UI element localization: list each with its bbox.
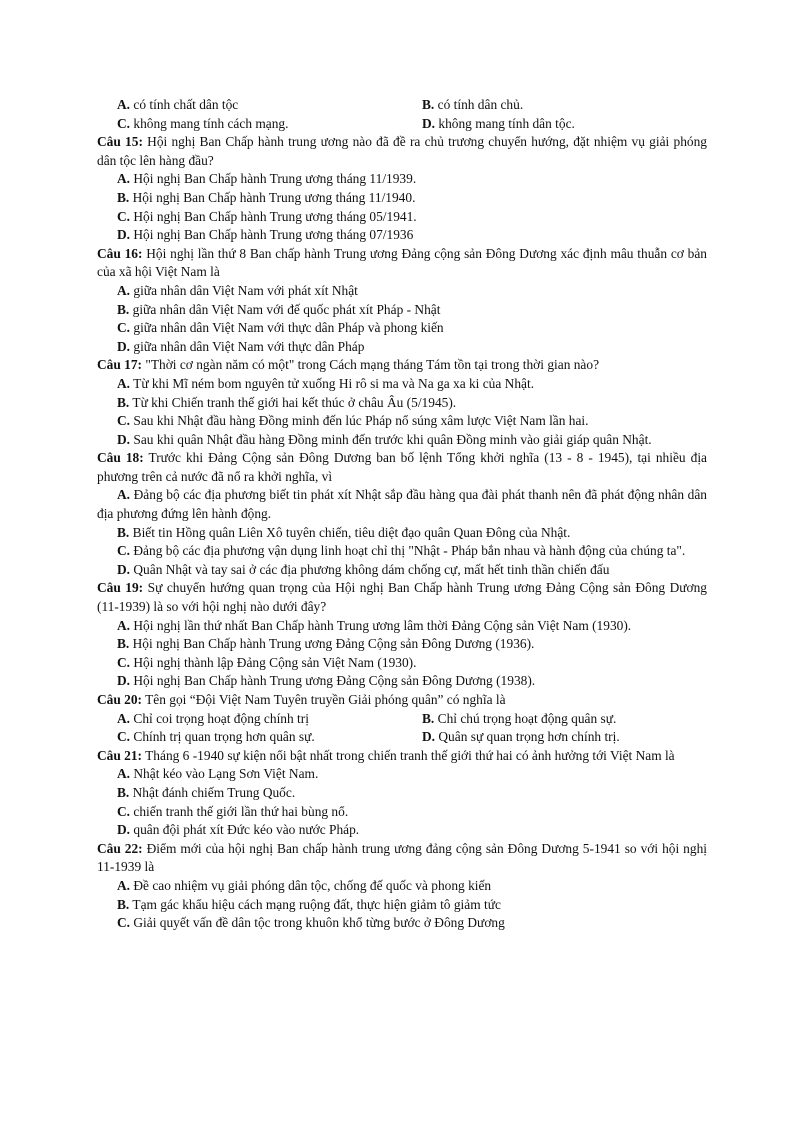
question-20: Câu 20: Tên gọi “Đội Việt Nam Tuyên truyền Giải phóng quân” có nghĩa là [97,692,506,707]
option-d: D. không mang tính dân tộc. [422,115,575,131]
question-21: Câu 21: Tháng 6 -1940 sự kiện nổi bật nhất trong chiến tranh thế giới thứ hai có ảnh hưởng tới Việt Nam là [97,747,675,763]
q18-option-b: B. Biết tin Hồng quân Liên Xô tuyên chiến, tiêu diệt đạo quân Quan Đông của Nhật. [117,524,571,540]
option-b: B. có tính dân chủ. [422,97,524,112]
q15-option-c: C. Hội nghị Ban Chấp hành Trung ương tháng 05/1941. [117,208,417,224]
q19-option-b: B. Hội nghị Ban Chấp hành Trung ương Đảng Cộng sản Đông Dương (1936). [117,636,535,652]
q21-option-a: A. Nhật kéo vào Lạng Sơn Việt Nam. [117,766,319,782]
q15-option-d: D. Hội nghị Ban Chấp hành Trung ương tháng 07/1936 [117,227,414,243]
q19-option-d: D. Hội nghị Ban Chấp hành Trung ương Đảng Cộng sản Đông Dương (1938). [117,673,536,689]
q22-option-c: C. Giải quyết vấn đề dân tộc trong khuôn khổ từng bước ở Đông Dương [117,915,505,931]
question-18: Câu 18: Trước khi Đảng Cộng sản Đông Dương ban bố lệnh Tổng khởi nghĩa (13 - 8 - 1945), tại nhiều địa phương trên cả nước đã nổ ra khởi nghĩa, vì [97,450,707,484]
q15-option-a: A. Hội nghị Ban Chấp hành Trung ương tháng 11/1939. [117,171,417,187]
q20-option-a: A. Chỉ coi trọng hoạt động chính trị [117,710,309,726]
q20-option-b: B. Chỉ chú trọng hoạt động quân sự. [422,710,617,726]
q16-option-b: B. giữa nhân dân Việt Nam với đế quốc phát xít Pháp - Nhật [117,301,441,317]
q16-option-d: D. giữa nhân dân Việt Nam với thực dân Pháp [117,338,365,354]
q21-option-d: D. quân đội phát xít Đức kéo vào nước Pháp. [117,822,360,838]
q16-option-c: C. giữa nhân dân Việt Nam với thực dân Pháp và phong kiến [117,320,444,336]
top-options-row-2 [97,115,707,134]
q17-option-a: A. Từ khi Mĩ ném bom nguyên tử xuống Hi rô si ma và Na ga xa ki của Nhật. [117,375,535,391]
q18-option-a: A. Đảng bộ các địa phương biết tin phát xít Nhật sắp đầu hàng qua đài phát thanh nên đã phát động nhân dân địa phương đứng lên hành động. [97,487,707,522]
q21-option-b: B. Nhật đánh chiếm Trung Quốc. [117,784,296,800]
q18-option-c: C. Đảng bộ các địa phương vận dụng linh hoạt chỉ thị "Nhật - Pháp bắn nhau và hành động của chúng ta". [117,543,686,559]
option-a: A. có tính chất dân tộc [117,97,239,112]
top-options-row-1 [97,96,707,115]
q19-option-a: A. Hội nghị lần thứ nhất Ban Chấp hành Trung ương lâm thời Đảng Cộng sản Việt Nam (1930). [117,617,632,633]
question-15: Câu 15: Hội nghị Ban Chấp hành trung ương nào đã đề ra chủ trương chuyển hướng, đặt nhiệm vụ giải phóng dân tộc lên hàng đầu? [97,134,707,168]
q20-option-c: C. Chính trị quan trọng hơn quân sự. [117,729,315,745]
question-16: Câu 16: Hội nghị lần thứ 8 Ban chấp hành Trung ương Đảng cộng sản Đông Dương xác định mâu thuẫn cơ bản của xã hội Việt Nam là [97,245,707,280]
question-17: Câu 17: "Thời cơ ngàn năm có một" trong Cách mạng tháng Tám tồn tại trong thời gian nào? [97,357,600,373]
question-19: Câu 19: Sự chuyển hướng quan trọng của Hội nghị Ban Chấp hành Trung ương Đảng Cộng sản Đông Dương (11-1939) là so với hội nghị nào dưới đây? [97,580,707,615]
q21-option-c: C. chiến tranh thế giới lần thứ hai bùng nổ. [117,803,349,819]
q19-option-c: C. Hội nghị thành lập Đảng Cộng sản Việt Nam (1930). [117,654,417,670]
q20-options-row-2 [97,728,707,747]
q18-option-d: D. Quân Nhật và tay sai ở các địa phương không dám chống cự, mất hết tinh thần chiến đấu [117,561,610,577]
q15-option-b: B. Hội nghị Ban Chấp hành Trung ương tháng 11/1940. [117,189,416,205]
q20-options-row-1 [97,710,707,729]
q22-option-b: B. Tạm gác khẩu hiệu cách mạng ruộng đất, thực hiện giảm tô giảm tức [117,896,501,912]
q17-option-b: B. Từ khi Chiến tranh thế giới hai kết thúc ở châu Âu (5/1945). [117,394,457,410]
option-c: C. không mang tính cách mạng. [117,115,289,131]
q20-option-d: D. Quân sự quan trọng hơn chính trị. [422,729,620,745]
q16-option-a: A. giữa nhân dân Việt Nam với phát xít Nhật [117,282,358,298]
q22-option-a: A. Đề cao nhiệm vụ giải phóng dân tộc, chống đế quốc và phong kiến [117,877,492,893]
q17-option-d: D. Sau khi quân Nhật đầu hàng Đồng minh đến trước khi quân Đồng minh vào giải giáp quân Nhật. [117,431,652,447]
exam-page [97,96,707,933]
question-22: Câu 22: Điểm mới của hội nghị Ban chấp hành trung ương đảng cộng sản Đông Dương 5-1941 so với hội nghị 11-1939 là [97,840,707,875]
q17-option-c: C. Sau khi Nhật đầu hàng Đồng minh đến lúc Pháp nổ súng xâm lược Việt Nam lần hai. [117,413,589,429]
